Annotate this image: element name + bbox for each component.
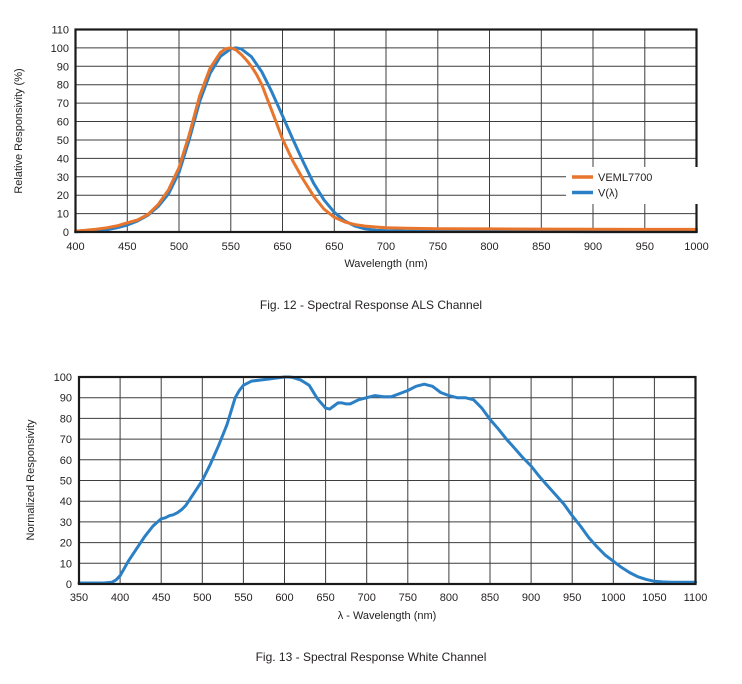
x-tick-label: 850 — [532, 241, 551, 253]
x-tick-label: 500 — [193, 592, 212, 604]
figure-caption-white: Fig. 13 - Spectral Response White Channel — [255, 650, 487, 664]
x-tick-label: 450 — [152, 592, 171, 604]
legend-label-v-lambda: V(λ) — [598, 187, 619, 200]
y-tick-label: 90 — [59, 392, 72, 405]
x-tick-label: 1000 — [601, 592, 626, 604]
legend — [566, 167, 698, 204]
x-tick-label: 400 — [110, 592, 130, 604]
x-tick-label: 650 — [325, 241, 344, 253]
figure-caption-als: Fig. 12 - Spectral Response ALS Channel — [259, 298, 483, 312]
y-tick-label: 90 — [56, 61, 69, 74]
x-tick-label: 550 — [221, 241, 240, 253]
x-tick-label: 800 — [480, 241, 499, 253]
y-tick-label: 0 — [65, 579, 72, 591]
chart-0 — [13, 25, 709, 271]
y-tick-label: 80 — [56, 79, 69, 92]
x-tick-label: 600 — [275, 592, 294, 604]
x-tick-label: 950 — [635, 241, 654, 253]
y-axis-title: Normalized Responsivity — [25, 419, 37, 541]
x-tick-label: 700 — [357, 592, 376, 604]
x-tick-label: 900 — [521, 592, 541, 604]
y-tick-label: 60 — [56, 116, 69, 129]
x-tick-label: 450 — [118, 241, 137, 253]
y-tick-label: 10 — [56, 208, 69, 221]
y-tick-label: 100 — [53, 372, 72, 384]
y-tick-label: 40 — [56, 153, 69, 166]
x-tick-label: 550 — [234, 592, 253, 604]
x-axis-title: Wavelength (nm) — [344, 258, 428, 270]
x-tick-label: 800 — [439, 592, 459, 604]
legend-label-veml7700: VEML7700 — [598, 172, 653, 184]
y-tick-label: 50 — [59, 475, 72, 488]
x-tick-label: 1050 — [642, 592, 667, 604]
y-tick-label: 70 — [59, 434, 72, 447]
y-tick-label: 50 — [56, 135, 69, 147]
y-tick-label: 100 — [50, 42, 69, 55]
x-tick-label: 900 — [583, 241, 603, 253]
x-tick-label: 750 — [428, 241, 447, 253]
x-axis-title: λ - Wavelength (nm) — [337, 610, 437, 622]
y-tick-label: 0 — [62, 227, 69, 239]
y-tick-label: 110 — [51, 24, 69, 37]
x-tick-label: 650 — [273, 241, 292, 253]
x-tick-label: 650 — [316, 592, 335, 604]
x-tick-label: 500 — [169, 241, 189, 253]
y-tick-label: 80 — [59, 413, 72, 426]
x-tick-label: 1100 — [683, 592, 708, 604]
y-tick-label: 70 — [56, 98, 69, 111]
y-tick-label: 30 — [59, 516, 72, 529]
x-tick-label: 950 — [563, 592, 582, 604]
x-tick-label: 400 — [66, 241, 85, 253]
y-tick-label: 60 — [59, 454, 72, 467]
y-axis-title: Relative Responsivity (%) — [13, 68, 25, 194]
x-tick-label: 750 — [398, 592, 417, 604]
x-tick-label: 350 — [69, 592, 89, 604]
y-tick-label: 10 — [59, 558, 72, 571]
x-tick-label: 850 — [480, 592, 500, 604]
x-tick-label: 1000 — [684, 241, 709, 253]
y-tick-label: 40 — [59, 496, 72, 509]
y-tick-label: 30 — [56, 171, 69, 184]
x-tick-label: 700 — [376, 241, 396, 253]
y-tick-label: 20 — [56, 190, 69, 203]
chart-1 — [25, 372, 707, 622]
y-tick-label: 20 — [59, 537, 72, 550]
